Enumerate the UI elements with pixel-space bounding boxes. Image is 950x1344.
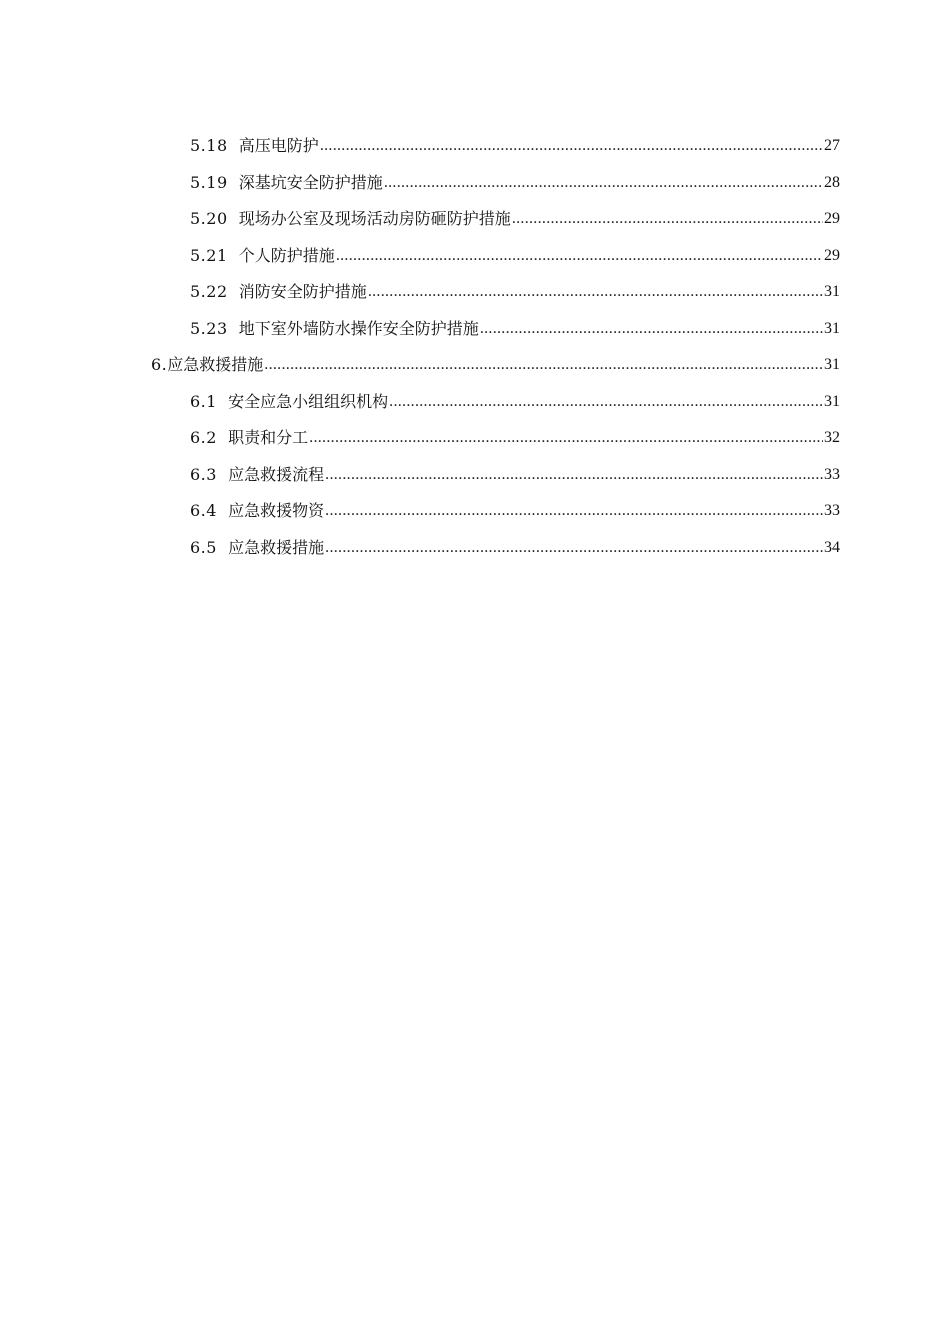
toc-entry-6-2[interactable] — [0, 420, 950, 457]
toc-entry-title: 应急救援物资 — [228, 501, 325, 521]
toc-entry-number: 6. — [151, 355, 168, 375]
toc-entry-page: 33 — [824, 465, 840, 483]
toc-entry-title: 高压电防护 — [238, 136, 319, 156]
toc-entry-title: 应急救援措施 — [167, 355, 264, 375]
toc-entry-page: 31 — [824, 356, 840, 374]
toc-entry-title: 应急救援措施 — [228, 537, 325, 557]
toc-entry-title: 职责和分工 — [228, 428, 309, 448]
toc-entry-number: 6.3 — [190, 464, 229, 484]
toc-entry-page: 31 — [824, 319, 840, 337]
toc-dot-leader — [320, 136, 823, 156]
toc-entry-page: 31 — [824, 283, 840, 301]
toc-entry-number: 5.22 — [190, 282, 239, 302]
toc-dot-leader — [325, 465, 823, 485]
toc-entry-number: 5.20 — [190, 209, 239, 229]
table-of-contents — [0, 128, 950, 566]
toc-entry-title: 个人防护措施 — [238, 245, 335, 265]
toc-entry-page: 29 — [824, 210, 840, 228]
toc-entry-6-1[interactable] — [0, 384, 950, 421]
toc-entry-6-4[interactable] — [0, 493, 950, 530]
toc-entry-title: 现场办公室及现场活动房防砸防护措施 — [238, 209, 511, 229]
toc-dot-leader — [389, 392, 823, 412]
toc-entry-title: 应急救援流程 — [228, 464, 325, 484]
toc-entry-number: 5.18 — [190, 136, 239, 156]
toc-entry-page: 28 — [824, 173, 840, 191]
toc-entry-5-23[interactable] — [0, 311, 950, 348]
toc-dot-leader — [480, 319, 823, 339]
toc-dot-leader — [264, 355, 823, 375]
toc-entry-title: 地下室外墙防水操作安全防护措施 — [238, 318, 479, 338]
toc-entry-5-19[interactable] — [0, 165, 950, 202]
toc-entry-page: 33 — [824, 502, 840, 520]
toc-entry-number: 5.21 — [190, 245, 239, 265]
toc-entry-5-18[interactable] — [0, 128, 950, 165]
toc-entry-number: 5.19 — [190, 172, 239, 192]
toc-entry-number: 6.1 — [190, 391, 229, 411]
toc-dot-leader — [512, 209, 823, 229]
toc-entry-title: 深基坑安全防护措施 — [238, 172, 383, 192]
toc-dot-leader — [336, 246, 823, 266]
toc-dot-leader — [325, 501, 823, 521]
toc-entry-number: 6.5 — [190, 537, 229, 557]
toc-entry-6-5[interactable] — [0, 530, 950, 567]
toc-entry-page: 27 — [824, 137, 840, 155]
toc-dot-leader — [325, 538, 823, 558]
toc-entry-page: 29 — [824, 246, 840, 264]
toc-entry-page: 32 — [824, 429, 840, 447]
toc-entry-number: 6.2 — [190, 428, 229, 448]
toc-dot-leader — [368, 282, 823, 302]
toc-entry-6[interactable] — [0, 347, 950, 384]
toc-dot-leader — [384, 173, 823, 193]
toc-entry-number: 6.4 — [190, 501, 229, 521]
toc-entry-5-22[interactable] — [0, 274, 950, 311]
toc-entry-page: 34 — [824, 538, 840, 556]
toc-entry-title: 消防安全防护措施 — [238, 282, 367, 302]
toc-entry-number: 5.23 — [190, 318, 239, 338]
toc-entry-5-21[interactable] — [0, 238, 950, 275]
toc-dot-leader — [309, 428, 823, 448]
toc-entry-6-3[interactable] — [0, 457, 950, 494]
toc-entry-5-20[interactable] — [0, 201, 950, 238]
toc-entry-title: 安全应急小组组织机构 — [228, 391, 389, 411]
toc-entry-page: 31 — [824, 392, 840, 410]
